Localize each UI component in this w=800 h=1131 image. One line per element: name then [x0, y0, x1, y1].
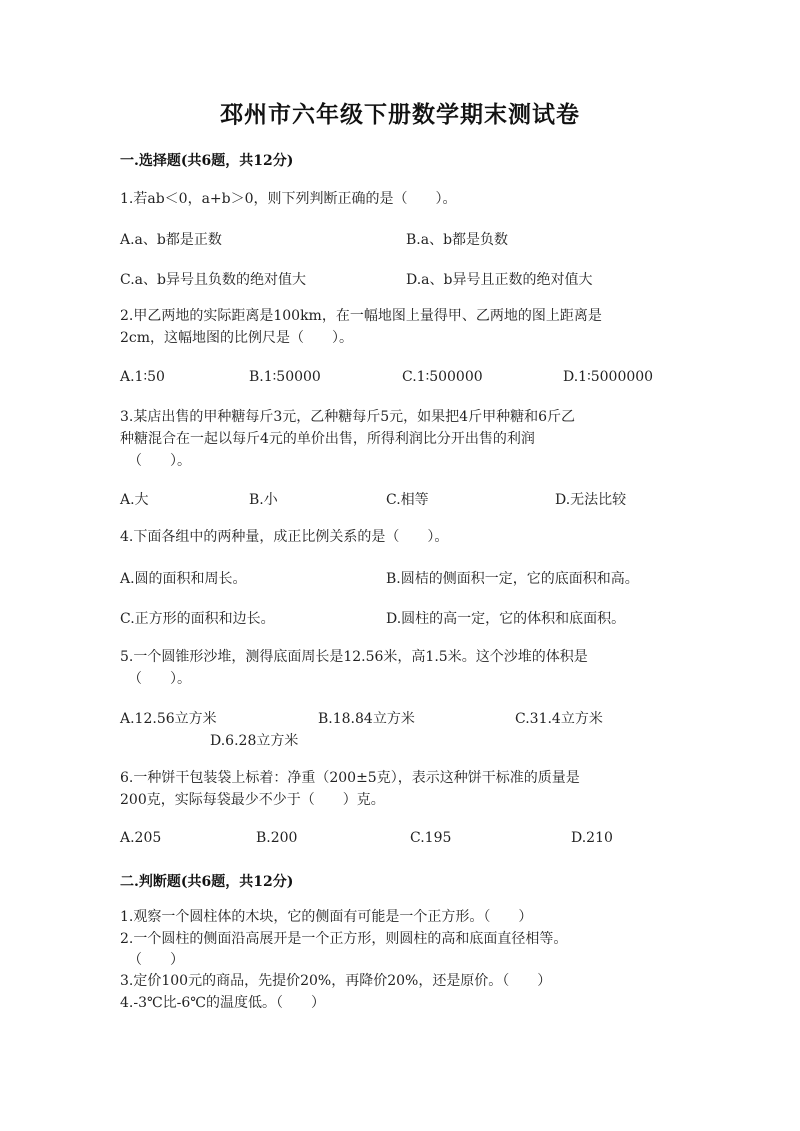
question-2-option-c: C.1∶500000 — [402, 369, 483, 385]
question-2-stem-line-1: 2.甲乙两地的实际距离是100km，在一幅地图上量得甲、乙两地的图上距离是 — [120, 308, 602, 324]
question-5-option-c: C.31.4立方米 — [515, 711, 603, 727]
question-4-stem: 4.下面各组中的两种量，成正比例关系的是（ ）。 — [120, 529, 449, 545]
judgement-line-2: 2.一个圆柱的侧面沿高展开是一个正方形，则圆柱的高和底面直径相等。 — [120, 931, 568, 947]
question-2-option-d: D.1∶5000000 — [563, 369, 654, 385]
question-6-option-d: D.210 — [571, 830, 613, 846]
question-3-option-c: C.相等 — [386, 492, 429, 508]
question-4-option-b: B.圆桔的侧面积一定，它的底面积和高。 — [386, 571, 639, 587]
judgement-line-3: （ ） — [128, 952, 184, 968]
question-6-stem-line-2: 200克，实际每袋最少不少于（ ）克。 — [120, 792, 385, 808]
page-title: 邳州市六年级下册数学期末测试卷 — [220, 101, 580, 128]
question-3-stem-line-1: 3.某店出售的甲种糖每斤3元，乙种糖每斤5元，如果把4斤甲种糖和6斤乙 — [120, 409, 575, 425]
question-5-stem-line-1: 5.一个圆锥形沙堆，测得底面周长是12.56米，高1.5米。这个沙堆的体积是 — [120, 649, 588, 665]
question-2-option-a: A.1∶50 — [120, 369, 165, 385]
judgement-line-5: 4.-3℃比-6℃的温度低。（ ） — [120, 995, 325, 1011]
question-5-stem-line-2: （ ）。 — [128, 671, 191, 687]
question-6-stem-line-1: 6.一种饼干包装袋上标着：净重（200±5克），表示这种饼干标准的质量是 — [120, 770, 580, 786]
section-heading-judgement: 二.判断题(共6题，共12分) — [120, 874, 294, 890]
question-1-option-a: A.a、b都是正数 — [120, 232, 222, 248]
question-5-option-b: B.18.84立方米 — [318, 711, 415, 727]
question-4-option-c: C.正方形的面积和边长。 — [120, 611, 275, 627]
question-6-option-c: C.195 — [410, 830, 452, 846]
question-2-option-b: B.1∶50000 — [249, 369, 321, 385]
question-3-option-b: B.小 — [249, 492, 278, 508]
question-1-option-c: C.a、b异号且负数的绝对值大 — [120, 272, 306, 288]
question-6-option-b: B.200 — [256, 830, 298, 846]
question-6-option-a: A.205 — [120, 830, 162, 846]
question-3-option-d: D.无法比较 — [555, 492, 627, 508]
question-4-option-d: D.圆柱的高一定，它的体积和底面积。 — [386, 611, 626, 627]
judgement-line-1: 1.观察一个圆柱体的木块，它的侧面有可能是一个正方形。（ ） — [120, 909, 533, 925]
question-3-option-a: A.大 — [120, 492, 149, 508]
judgement-line-4: 3.定价100元的商品，先提价20%，再降价20%，还是原价。（ ） — [120, 973, 552, 989]
question-5-option-d: D.6.28立方米 — [210, 733, 299, 749]
question-4-option-a: A.圆的面积和周长。 — [120, 571, 247, 587]
question-1-option-d: D.a、b异号且正数的绝对值大 — [406, 272, 593, 288]
question-3-stem-line-3: （ ）。 — [128, 453, 191, 469]
question-3-stem-line-2: 种糖混合在一起以每斤4元的单价出售，所得利润比分开出售的利润 — [120, 431, 535, 447]
question-5-option-a: A.12.56立方米 — [120, 711, 217, 727]
question-1-option-b: B.a、b都是负数 — [406, 232, 509, 248]
section-heading-choice: 一.选择题(共6题，共12分) — [120, 153, 294, 169]
question-2-stem-line-2: 2cm，这幅地图的比例尺是（ ）。 — [120, 330, 354, 346]
question-1-stem: 1.若ab＜0，a+b＞0，则下列判断正确的是（ ）。 — [120, 191, 457, 207]
